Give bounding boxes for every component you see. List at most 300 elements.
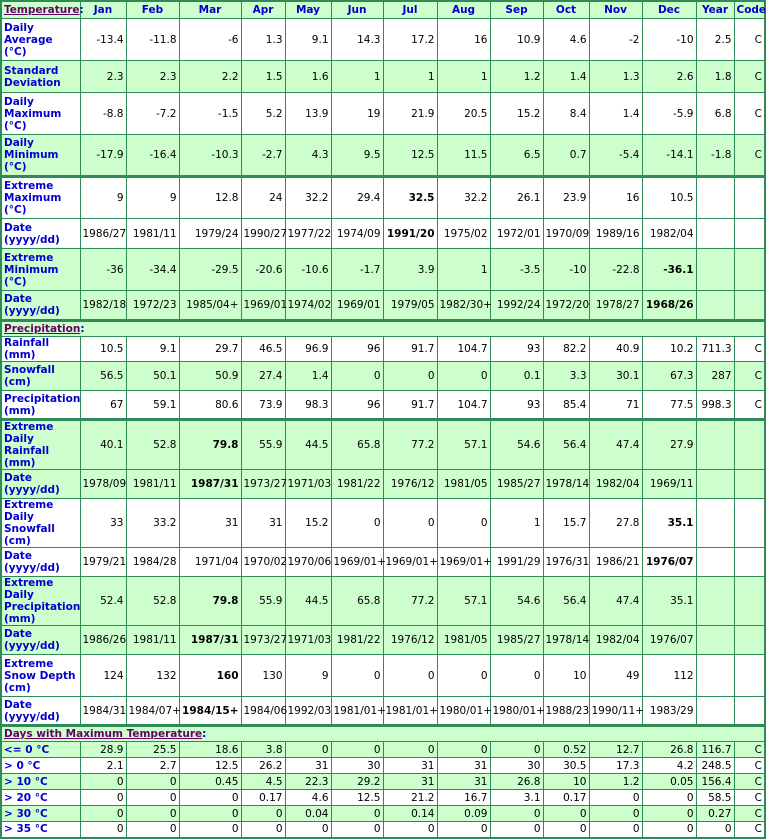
row-label: > 30 °C bbox=[1, 806, 80, 822]
value-cell: 1 bbox=[437, 61, 490, 93]
value-cell: 30 bbox=[331, 758, 383, 774]
value-cell: 10.9 bbox=[490, 19, 543, 61]
table-row bbox=[1, 548, 765, 577]
colon: : bbox=[202, 728, 207, 740]
value-cell: 1 bbox=[490, 499, 543, 548]
row-label: Extreme Daily Rainfall (mm) bbox=[1, 420, 80, 470]
year-cell bbox=[696, 548, 734, 577]
value-cell: 6.5 bbox=[490, 135, 543, 177]
value-cell: 1984/06 bbox=[241, 697, 285, 726]
precipitation-section-cell bbox=[1, 321, 765, 337]
value-cell: 10.5 bbox=[80, 337, 126, 362]
value-cell: 65.8 bbox=[331, 420, 383, 470]
value-cell: 82.2 bbox=[543, 337, 589, 362]
value-cell: 67.3 bbox=[642, 362, 696, 391]
value-cell: -2 bbox=[589, 19, 642, 61]
value-cell: -1.5 bbox=[179, 93, 241, 135]
value-cell: 47.4 bbox=[589, 420, 642, 470]
value-cell: 10.2 bbox=[642, 337, 696, 362]
value-cell: 1987/31 bbox=[179, 470, 241, 499]
row-label: Extreme Maximum (°C) bbox=[1, 177, 80, 219]
value-cell: 1992/03 bbox=[285, 697, 331, 726]
value-cell: 0 bbox=[80, 822, 126, 838]
value-cell: 1981/05 bbox=[437, 626, 490, 655]
value-cell: 0 bbox=[383, 822, 437, 838]
value-cell: 55.9 bbox=[241, 577, 285, 626]
code-cell bbox=[734, 470, 765, 499]
value-cell: 1986/21 bbox=[589, 548, 642, 577]
code-cell bbox=[734, 219, 765, 249]
value-cell: 1.3 bbox=[589, 61, 642, 93]
value-cell: 0.7 bbox=[543, 135, 589, 177]
year-cell: 2.5 bbox=[696, 19, 734, 61]
value-cell: 2.2 bbox=[179, 61, 241, 93]
value-cell: 1981/01+ bbox=[383, 697, 437, 726]
colon: : bbox=[80, 323, 85, 335]
value-cell: 29.4 bbox=[331, 177, 383, 219]
value-cell: 27.8 bbox=[589, 499, 642, 548]
table-row bbox=[1, 790, 765, 806]
value-cell: 77.2 bbox=[383, 577, 437, 626]
value-cell: 1985/04+ bbox=[179, 291, 241, 321]
code-cell bbox=[734, 420, 765, 470]
value-cell: 30 bbox=[490, 758, 543, 774]
value-cell: 71 bbox=[589, 391, 642, 420]
row-label: Extreme Minimum (°C) bbox=[1, 249, 80, 291]
code-cell bbox=[734, 626, 765, 655]
code-cell: C bbox=[734, 774, 765, 790]
col-header-code: Code bbox=[734, 1, 765, 19]
code-cell: C bbox=[734, 822, 765, 838]
table-row bbox=[1, 249, 765, 291]
value-cell: -2.7 bbox=[241, 135, 285, 177]
year-cell bbox=[696, 655, 734, 697]
value-cell: 0 bbox=[642, 790, 696, 806]
value-cell: 1984/15+ bbox=[179, 697, 241, 726]
value-cell: -17.9 bbox=[80, 135, 126, 177]
value-cell: 3.1 bbox=[490, 790, 543, 806]
row-label: Date (yyyy/dd) bbox=[1, 470, 80, 499]
value-cell: 1992/24 bbox=[490, 291, 543, 321]
code-cell bbox=[734, 697, 765, 726]
value-cell: 1971/03 bbox=[285, 626, 331, 655]
row-label: Daily Minimum (°C) bbox=[1, 135, 80, 177]
value-cell: 9 bbox=[285, 655, 331, 697]
value-cell: 96 bbox=[331, 337, 383, 362]
value-cell: 0 bbox=[642, 806, 696, 822]
temperature-section-cell bbox=[1, 1, 84, 19]
value-cell: -1.7 bbox=[331, 249, 383, 291]
col-header-nov: Nov bbox=[589, 1, 642, 19]
value-cell: 1987/31 bbox=[179, 626, 241, 655]
value-cell: 0 bbox=[241, 822, 285, 838]
value-cell: 1986/26 bbox=[80, 626, 126, 655]
value-cell: 132 bbox=[126, 655, 179, 697]
table-row bbox=[1, 470, 765, 499]
value-cell: 0 bbox=[490, 822, 543, 838]
value-cell: 0 bbox=[80, 774, 126, 790]
value-cell: 1970/09 bbox=[543, 219, 589, 249]
value-cell: 1969/01 bbox=[241, 291, 285, 321]
value-cell: 4.2 bbox=[642, 758, 696, 774]
value-cell: 32.5 bbox=[383, 177, 437, 219]
row-label: Daily Maximum (°C) bbox=[1, 93, 80, 135]
value-cell: 96.9 bbox=[285, 337, 331, 362]
value-cell: 3.3 bbox=[543, 362, 589, 391]
value-cell: 0 bbox=[543, 822, 589, 838]
value-cell: 1972/01 bbox=[490, 219, 543, 249]
value-cell: 33 bbox=[80, 499, 126, 548]
value-cell: 31 bbox=[179, 499, 241, 548]
table-row bbox=[1, 337, 765, 362]
value-cell: 40.9 bbox=[589, 337, 642, 362]
value-cell: 33.2 bbox=[126, 499, 179, 548]
days-max-temp-section-link[interactable]: Days with Maximum Temperature bbox=[4, 728, 203, 740]
year-cell bbox=[696, 577, 734, 626]
value-cell: 1974/09 bbox=[331, 219, 383, 249]
col-header-feb: Feb bbox=[126, 1, 179, 19]
value-cell: 1969/01 bbox=[331, 291, 383, 321]
value-cell: 32.2 bbox=[285, 177, 331, 219]
value-cell: 1972/20 bbox=[543, 291, 589, 321]
table-row bbox=[1, 177, 765, 219]
value-cell: 40.1 bbox=[80, 420, 126, 470]
value-cell: 1976/07 bbox=[642, 626, 696, 655]
value-cell: 1.6 bbox=[285, 61, 331, 93]
value-cell: 17.3 bbox=[589, 758, 642, 774]
value-cell: 1979/05 bbox=[383, 291, 437, 321]
header-row bbox=[1, 1, 765, 19]
value-cell: 17.2 bbox=[383, 19, 437, 61]
value-cell: 79.8 bbox=[179, 420, 241, 470]
code-cell bbox=[734, 577, 765, 626]
value-cell: 23.9 bbox=[543, 177, 589, 219]
value-cell: 12.8 bbox=[179, 177, 241, 219]
value-cell: 11.5 bbox=[437, 135, 490, 177]
value-cell: -10.6 bbox=[285, 249, 331, 291]
col-header-sep: Sep bbox=[490, 1, 543, 19]
value-cell: 1988/23 bbox=[543, 697, 589, 726]
value-cell: 91.7 bbox=[383, 391, 437, 420]
value-cell: 0.17 bbox=[241, 790, 285, 806]
table-row bbox=[1, 577, 765, 626]
value-cell: 1985/27 bbox=[490, 626, 543, 655]
table-row bbox=[1, 362, 765, 391]
value-cell: 0 bbox=[179, 822, 241, 838]
value-cell: 16 bbox=[589, 177, 642, 219]
value-cell: 1978/09 bbox=[80, 470, 126, 499]
value-cell: 1.4 bbox=[543, 61, 589, 93]
table-row bbox=[1, 219, 765, 249]
value-cell: 5.2 bbox=[241, 93, 285, 135]
value-cell: 26.1 bbox=[490, 177, 543, 219]
value-cell: 104.7 bbox=[437, 337, 490, 362]
value-cell: 1979/21 bbox=[80, 548, 126, 577]
value-cell: 160 bbox=[179, 655, 241, 697]
year-cell bbox=[696, 499, 734, 548]
value-cell: 0 bbox=[179, 790, 241, 806]
value-cell: 32.2 bbox=[437, 177, 490, 219]
value-cell: 1991/20 bbox=[383, 219, 437, 249]
value-cell: 52.8 bbox=[126, 420, 179, 470]
table-row bbox=[1, 499, 765, 548]
value-cell: 20.5 bbox=[437, 93, 490, 135]
value-cell: 0 bbox=[589, 806, 642, 822]
row-label: > 0 °C bbox=[1, 758, 80, 774]
value-cell: -6 bbox=[179, 19, 241, 61]
value-cell: 73.9 bbox=[241, 391, 285, 420]
value-cell: 9 bbox=[80, 177, 126, 219]
value-cell: 21.2 bbox=[383, 790, 437, 806]
value-cell: 4.5 bbox=[241, 774, 285, 790]
value-cell: 0 bbox=[80, 806, 126, 822]
col-header-aug: Aug bbox=[437, 1, 490, 19]
code-cell: C bbox=[734, 391, 765, 420]
value-cell: 0 bbox=[437, 822, 490, 838]
value-cell: 31 bbox=[437, 758, 490, 774]
value-cell: 1978/14 bbox=[543, 626, 589, 655]
value-cell: 77.5 bbox=[642, 391, 696, 420]
value-cell: 0 bbox=[331, 806, 383, 822]
value-cell: 1976/12 bbox=[383, 626, 437, 655]
temperature-section-link[interactable]: Temperature bbox=[4, 4, 80, 16]
value-cell: 1973/27 bbox=[241, 626, 285, 655]
value-cell: 13.9 bbox=[285, 93, 331, 135]
table-row bbox=[1, 758, 765, 774]
value-cell: 112 bbox=[642, 655, 696, 697]
row-label: > 10 °C bbox=[1, 774, 80, 790]
col-header-may: May bbox=[285, 1, 331, 19]
value-cell: 1.4 bbox=[589, 93, 642, 135]
value-cell: 0 bbox=[589, 822, 642, 838]
value-cell: -16.4 bbox=[126, 135, 179, 177]
value-cell: 4.6 bbox=[543, 19, 589, 61]
value-cell: 54.6 bbox=[490, 420, 543, 470]
code-cell: C bbox=[734, 61, 765, 93]
table-row bbox=[1, 774, 765, 790]
value-cell: 26.8 bbox=[642, 742, 696, 758]
value-cell: 1980/01+ bbox=[490, 697, 543, 726]
row-label: Extreme Daily Snowfall (cm) bbox=[1, 499, 80, 548]
value-cell: 1978/27 bbox=[589, 291, 642, 321]
row-label: Precipitation (mm) bbox=[1, 391, 80, 420]
value-cell: -7.2 bbox=[126, 93, 179, 135]
row-label: Snowfall (cm) bbox=[1, 362, 80, 391]
value-cell: 0 bbox=[437, 499, 490, 548]
code-cell: C bbox=[734, 806, 765, 822]
value-cell: 1 bbox=[383, 61, 437, 93]
value-cell: 16.7 bbox=[437, 790, 490, 806]
value-cell: 24 bbox=[241, 177, 285, 219]
code-cell bbox=[734, 291, 765, 321]
year-cell bbox=[696, 177, 734, 219]
value-cell: 2.7 bbox=[126, 758, 179, 774]
value-cell: -3.5 bbox=[490, 249, 543, 291]
row-label: Date (yyyy/dd) bbox=[1, 291, 80, 321]
row-label: Extreme Daily Precipitation (mm) bbox=[1, 577, 80, 626]
value-cell: 59.1 bbox=[126, 391, 179, 420]
value-cell: 30.5 bbox=[543, 758, 589, 774]
value-cell: 0 bbox=[383, 499, 437, 548]
value-cell: 1981/11 bbox=[126, 219, 179, 249]
value-cell: 4.3 bbox=[285, 135, 331, 177]
value-cell: 15.2 bbox=[285, 499, 331, 548]
year-cell bbox=[696, 470, 734, 499]
precipitation-section-link[interactable]: Precipitation bbox=[4, 323, 81, 335]
row-label: > 35 °C bbox=[1, 822, 80, 838]
value-cell: 0 bbox=[331, 742, 383, 758]
year-cell bbox=[696, 420, 734, 470]
value-cell: 0.17 bbox=[543, 790, 589, 806]
year-cell bbox=[696, 626, 734, 655]
col-header-year: Year bbox=[696, 1, 734, 19]
value-cell: 31 bbox=[241, 499, 285, 548]
value-cell: -10 bbox=[543, 249, 589, 291]
code-cell bbox=[734, 548, 765, 577]
value-cell: 0 bbox=[80, 790, 126, 806]
value-cell: 2.3 bbox=[80, 61, 126, 93]
value-cell: 1976/12 bbox=[383, 470, 437, 499]
year-cell: 0 bbox=[696, 822, 734, 838]
value-cell: 55.9 bbox=[241, 420, 285, 470]
value-cell: 1989/16 bbox=[589, 219, 642, 249]
row-label: <= 0 °C bbox=[1, 742, 80, 758]
value-cell: 0 bbox=[331, 362, 383, 391]
table-row bbox=[1, 19, 765, 61]
code-cell bbox=[734, 177, 765, 219]
value-cell: 1984/31 bbox=[80, 697, 126, 726]
value-cell: 0 bbox=[126, 790, 179, 806]
value-cell: 8.4 bbox=[543, 93, 589, 135]
year-cell: 0.27 bbox=[696, 806, 734, 822]
value-cell: 10 bbox=[543, 774, 589, 790]
value-cell: 0.45 bbox=[179, 774, 241, 790]
value-cell: -10 bbox=[642, 19, 696, 61]
value-cell: 91.7 bbox=[383, 337, 437, 362]
value-cell: 79.8 bbox=[179, 577, 241, 626]
year-cell bbox=[696, 219, 734, 249]
code-cell: C bbox=[734, 362, 765, 391]
col-header-jul: Jul bbox=[383, 1, 437, 19]
value-cell: -13.4 bbox=[80, 19, 126, 61]
value-cell: 0 bbox=[126, 822, 179, 838]
value-cell: 52.4 bbox=[80, 577, 126, 626]
value-cell: 31 bbox=[383, 774, 437, 790]
value-cell: 1976/07 bbox=[642, 548, 696, 577]
value-cell: 1985/27 bbox=[490, 470, 543, 499]
value-cell: 4.6 bbox=[285, 790, 331, 806]
table-row bbox=[1, 626, 765, 655]
value-cell: 0 bbox=[331, 655, 383, 697]
code-cell bbox=[734, 249, 765, 291]
value-cell: 0 bbox=[126, 806, 179, 822]
value-cell: 28.9 bbox=[80, 742, 126, 758]
value-cell: 57.1 bbox=[437, 577, 490, 626]
value-cell: 0 bbox=[179, 806, 241, 822]
value-cell: 1.4 bbox=[285, 362, 331, 391]
value-cell: -10.3 bbox=[179, 135, 241, 177]
value-cell: 0 bbox=[437, 742, 490, 758]
code-cell bbox=[734, 655, 765, 697]
value-cell: 1.3 bbox=[241, 19, 285, 61]
value-cell: 0.04 bbox=[285, 806, 331, 822]
year-cell: 116.7 bbox=[696, 742, 734, 758]
days-max-temp-section-cell bbox=[1, 726, 765, 742]
value-cell: 0 bbox=[490, 655, 543, 697]
precipitation-section-row bbox=[1, 321, 765, 337]
code-cell: C bbox=[734, 19, 765, 61]
code-cell: C bbox=[734, 337, 765, 362]
row-label: Daily Average (°C) bbox=[1, 19, 80, 61]
value-cell: 12.5 bbox=[331, 790, 383, 806]
value-cell: 0 bbox=[437, 655, 490, 697]
row-label: Date (yyyy/dd) bbox=[1, 219, 80, 249]
value-cell: 1969/01+ bbox=[383, 548, 437, 577]
value-cell: 50.1 bbox=[126, 362, 179, 391]
table-row bbox=[1, 697, 765, 726]
col-header-mar: Mar bbox=[179, 1, 241, 19]
value-cell: 0 bbox=[383, 742, 437, 758]
row-label: Extreme Snow Depth (cm) bbox=[1, 655, 80, 697]
value-cell: 31 bbox=[285, 758, 331, 774]
value-cell: 54.6 bbox=[490, 577, 543, 626]
value-cell: 65.8 bbox=[331, 577, 383, 626]
value-cell: 22.3 bbox=[285, 774, 331, 790]
value-cell: 44.5 bbox=[285, 420, 331, 470]
value-cell: 1971/04 bbox=[179, 548, 241, 577]
value-cell: 1979/24 bbox=[179, 219, 241, 249]
value-cell: 9.1 bbox=[285, 19, 331, 61]
value-cell: 85.4 bbox=[543, 391, 589, 420]
value-cell: 14.3 bbox=[331, 19, 383, 61]
value-cell: 0 bbox=[437, 362, 490, 391]
value-cell: 93 bbox=[490, 337, 543, 362]
value-cell: 12.5 bbox=[383, 135, 437, 177]
value-cell: 3.9 bbox=[383, 249, 437, 291]
year-cell: 287 bbox=[696, 362, 734, 391]
value-cell: 46.5 bbox=[241, 337, 285, 362]
code-cell: C bbox=[734, 758, 765, 774]
col-header-jun: Jun bbox=[331, 1, 383, 19]
value-cell: 1990/27 bbox=[241, 219, 285, 249]
year-cell: 998.3 bbox=[696, 391, 734, 420]
value-cell: 50.9 bbox=[179, 362, 241, 391]
value-cell: 3.8 bbox=[241, 742, 285, 758]
value-cell: 1981/22 bbox=[331, 470, 383, 499]
value-cell: 1 bbox=[437, 249, 490, 291]
value-cell: 0 bbox=[543, 806, 589, 822]
value-cell: -36 bbox=[80, 249, 126, 291]
value-cell: 1.2 bbox=[589, 774, 642, 790]
value-cell: -8.8 bbox=[80, 93, 126, 135]
year-cell: 1.8 bbox=[696, 61, 734, 93]
value-cell: 0 bbox=[383, 362, 437, 391]
value-cell: 1986/27 bbox=[80, 219, 126, 249]
value-cell: 1981/05 bbox=[437, 470, 490, 499]
table-row bbox=[1, 822, 765, 838]
value-cell: 1981/11 bbox=[126, 470, 179, 499]
year-cell: 248.5 bbox=[696, 758, 734, 774]
value-cell: 21.9 bbox=[383, 93, 437, 135]
value-cell: 9.5 bbox=[331, 135, 383, 177]
value-cell: 19 bbox=[331, 93, 383, 135]
table-row bbox=[1, 391, 765, 420]
value-cell: 9.1 bbox=[126, 337, 179, 362]
year-cell bbox=[696, 697, 734, 726]
value-cell: 77.2 bbox=[383, 420, 437, 470]
value-cell: 0 bbox=[589, 790, 642, 806]
value-cell: 57.1 bbox=[437, 420, 490, 470]
